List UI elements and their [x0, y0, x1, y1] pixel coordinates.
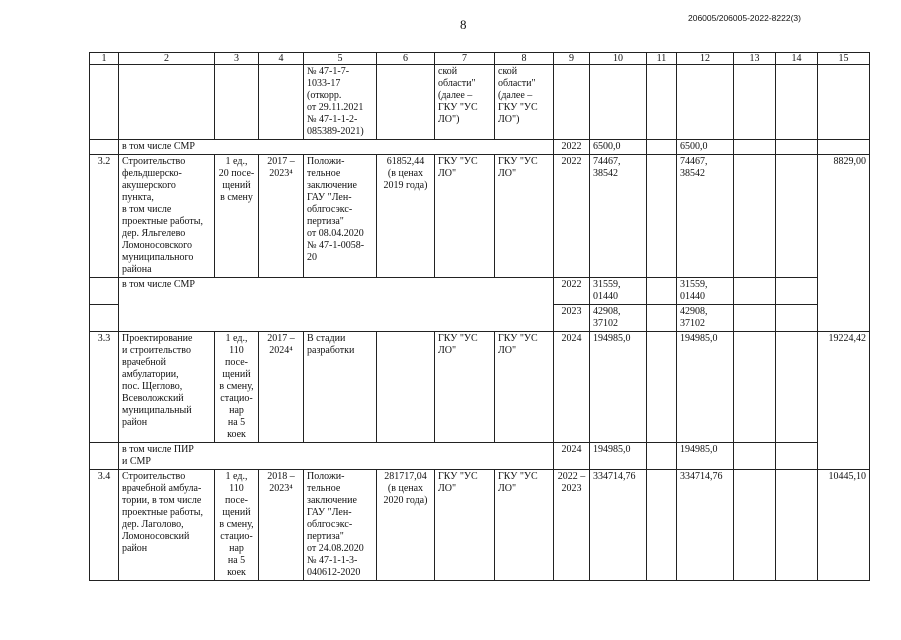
state-customer: ГКУ "УС ЛО": [435, 332, 495, 443]
column-header: 3: [215, 53, 259, 65]
document-id: 206005/206005-2022-8222(3): [688, 13, 801, 23]
amount: 194985,0: [677, 443, 734, 470]
item-number: 3.3: [90, 332, 119, 443]
column-header: 9: [554, 53, 590, 65]
state-customer: ГКУ "УС ЛО": [435, 470, 495, 581]
year: 2024: [554, 443, 590, 470]
capacity: 1 ед., 20 посе- щений в смену: [215, 155, 259, 278]
approval-document: В стадии разработки: [304, 332, 377, 443]
column-header: 1: [90, 53, 119, 65]
approval-document: № 47-1-7- 1033-17 (откорр. от 29.11.2021 № 47-1-1-2- 085389-2021): [304, 65, 377, 140]
amount: 74467, 38542: [677, 155, 734, 278]
capacity: 1 ед., 110 посе- щений в смену, стацио- нар на 5 коек: [215, 470, 259, 581]
table-row: [90, 140, 870, 155]
amount-total: 19224,42: [818, 332, 870, 470]
column-header: 7: [435, 53, 495, 65]
column-header: 15: [818, 53, 870, 65]
period: 2017 – 2023⁴: [259, 155, 304, 278]
period: 2017 – 2024⁴: [259, 332, 304, 443]
approval-document: Положи- тельное заключение ГАУ "Лен- облгосэкс- пертиза" от 24.08.2020 № 47-1-1-3- 040612-2020: [304, 470, 377, 581]
table-row: [90, 470, 870, 581]
object-name: Строительство врачебной амбула- тории, в том числе проектные работы, дер. Лаголово, Ломоносовский район: [119, 470, 215, 581]
year: 2022: [554, 155, 590, 278]
column-header: 10: [590, 53, 647, 65]
amount: 194985,0: [590, 332, 647, 443]
table-row: [90, 278, 870, 305]
row-label: в том числе ПИР и СМР: [119, 443, 554, 470]
contractor: ской области" (далее – ГКУ "УС ЛО"): [495, 65, 554, 140]
item-number: 3.4: [90, 470, 119, 581]
object-name: Строительство фельдшерско- акушерского пункта, в том числе проектные работы, дер. Яльгелево Ломоносовского муниципального района: [119, 155, 215, 278]
amount: 334714,76: [677, 470, 734, 581]
table-row: [90, 65, 870, 140]
year: 2022: [554, 140, 590, 155]
table-row: [90, 155, 870, 278]
item-number: 3.2: [90, 155, 119, 278]
data-table: [89, 52, 870, 581]
estimated-cost: 61852,44 (в ценах 2019 года): [377, 155, 435, 278]
object-name: Проектирование и строительство врачебной амбулатории, пос. Щеглово, Всеволожский муниципальный район: [119, 332, 215, 443]
state-customer: ГКУ "УС ЛО": [435, 155, 495, 278]
column-header: 12: [677, 53, 734, 65]
amount: 6500,0: [590, 140, 647, 155]
column-header: 6: [377, 53, 435, 65]
column-header: 11: [647, 53, 677, 65]
amount: 74467, 38542: [590, 155, 647, 278]
row-label: в том числе СМР: [119, 278, 554, 332]
column-header: 2: [119, 53, 215, 65]
contractor: ГКУ "УС ЛО": [495, 470, 554, 581]
amount: 31559, 01440: [677, 278, 734, 305]
column-header: 4: [259, 53, 304, 65]
column-header: 8: [495, 53, 554, 65]
capacity: 1 ед., 110 посе- щений в смену, стацио- нар на 5 коек: [215, 332, 259, 443]
table-row: [90, 443, 870, 470]
year: 2024: [554, 332, 590, 443]
column-header: 5: [304, 53, 377, 65]
contractor: ГКУ "УС ЛО": [495, 332, 554, 443]
amount: 194985,0: [590, 443, 647, 470]
year: 2022: [554, 278, 590, 305]
year: 2022 – 2023: [554, 470, 590, 581]
amount: 42908, 37102: [677, 305, 734, 332]
amount: 334714,76: [590, 470, 647, 581]
amount-total: 10445,10: [818, 470, 870, 581]
state-customer: ской области" (далее – ГКУ "УС ЛО"): [435, 65, 495, 140]
amount: 31559, 01440: [590, 278, 647, 305]
amount: 6500,0: [677, 140, 734, 155]
amount-total: 8829,00: [818, 155, 870, 332]
column-header: 14: [776, 53, 818, 65]
page-number: 8: [460, 17, 467, 32]
amount: 42908, 37102: [590, 305, 647, 332]
amount: 194985,0: [677, 332, 734, 443]
row-label: в том числе СМР: [119, 140, 554, 155]
table-row: [90, 332, 870, 443]
year: 2023: [554, 305, 590, 332]
estimated-cost: 281717,04 (в ценах 2020 года): [377, 470, 435, 581]
contractor: ГКУ "УС ЛО": [495, 155, 554, 278]
column-number-row: [90, 53, 870, 65]
period: 2018 – 2023⁴: [259, 470, 304, 581]
column-header: 13: [734, 53, 776, 65]
approval-document: Положи- тельное заключение ГАУ "Лен- облгосэкс- пертиза" от 08.04.2020 № 47-1-0058- 20: [304, 155, 377, 278]
